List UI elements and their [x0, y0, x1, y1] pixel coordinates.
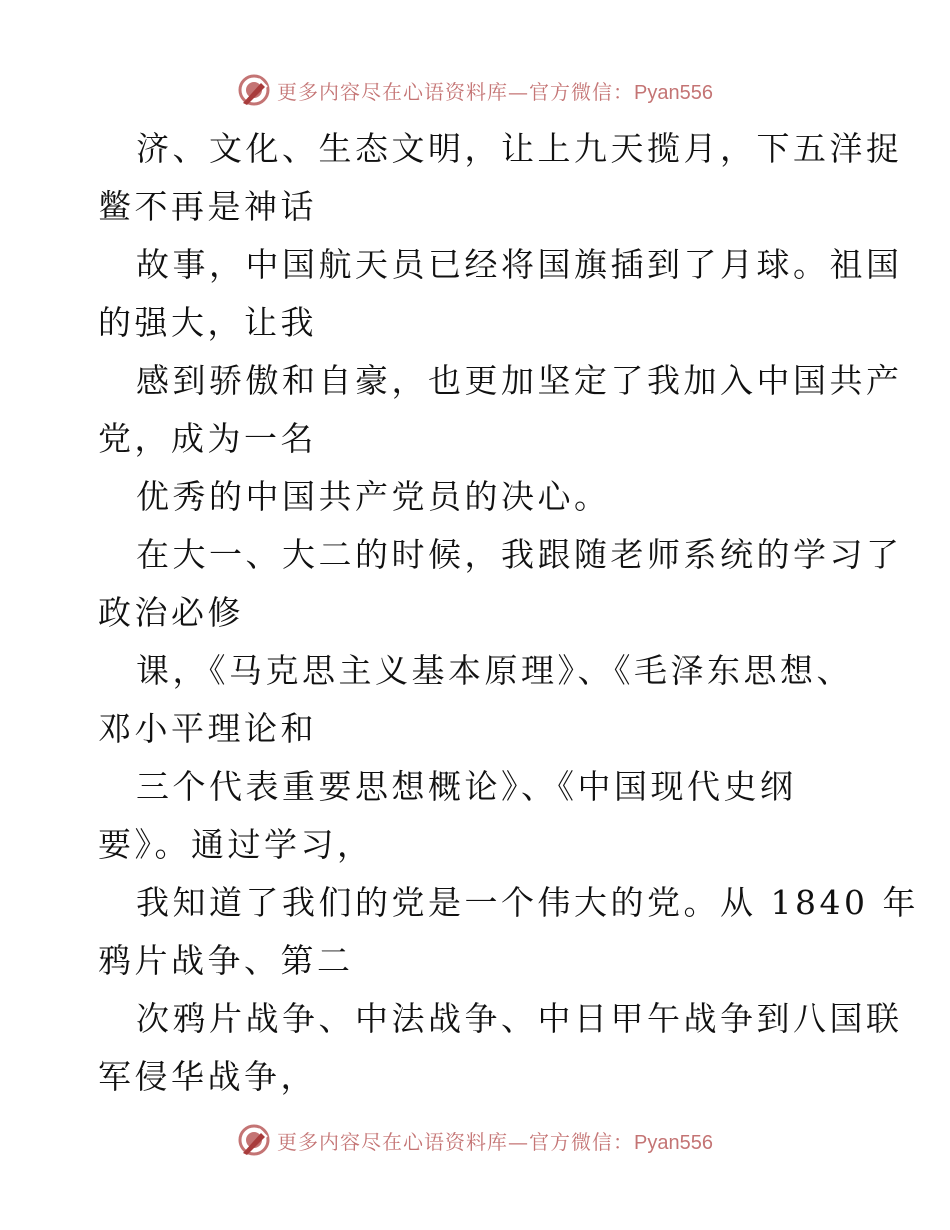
pen-nib-circle-icon: [237, 73, 271, 107]
text-line: 政治必修: [98, 593, 244, 632]
header-watermark: [0, 70, 950, 110]
pen-nib-circle-icon: [237, 1123, 271, 1157]
text-line: 三个代表重要思想概论》、《中国现代史纲: [136, 767, 797, 806]
footer-watermark-text: 更多内容尽在心语资料库—官方微信：Pyan556: [277, 1129, 713, 1154]
text-line: 党，成为一名: [98, 419, 317, 458]
text-line: 次鸦片战争、中法战争、中日甲午战争到八国联: [136, 999, 903, 1038]
text-line: 优秀的中国共产党员的决心。: [136, 477, 611, 516]
text-line: 邓小平理论和: [98, 709, 317, 748]
text-line: 我知道了我们的党是一个伟大的党。从 1840 年: [136, 883, 919, 922]
text-line: 课，《马克思主义基本原理》、《毛泽东思想、: [136, 651, 853, 690]
wechat-id: Pyan556: [634, 1131, 713, 1154]
text-line: 鸦片战争、第二: [98, 941, 354, 980]
document-body: [98, 120, 919, 1106]
text-line: 军侵华战争，: [98, 1057, 317, 1096]
footer-watermark: [0, 1120, 950, 1160]
text-line: 在大一、大二的时候，我跟随老师系统的学习了: [136, 535, 903, 574]
text-line: 感到骄傲和自豪，也更加坚定了我加入中国共产: [136, 361, 903, 400]
text-line: 济、文化、生态文明，让上九天揽月，下五洋捉: [136, 129, 903, 168]
text-line: 鳖不再是神话: [98, 187, 317, 226]
text-line: 故事，中国航天员已经将国旗插到了月球。祖国: [136, 245, 903, 284]
wechat-id: Pyan556: [634, 81, 713, 104]
text-line: 的强大，让我: [98, 303, 317, 342]
header-watermark-text: 更多内容尽在心语资料库—官方微信：Pyan556: [277, 79, 713, 104]
text-line: 要》。通过学习，: [98, 825, 374, 864]
